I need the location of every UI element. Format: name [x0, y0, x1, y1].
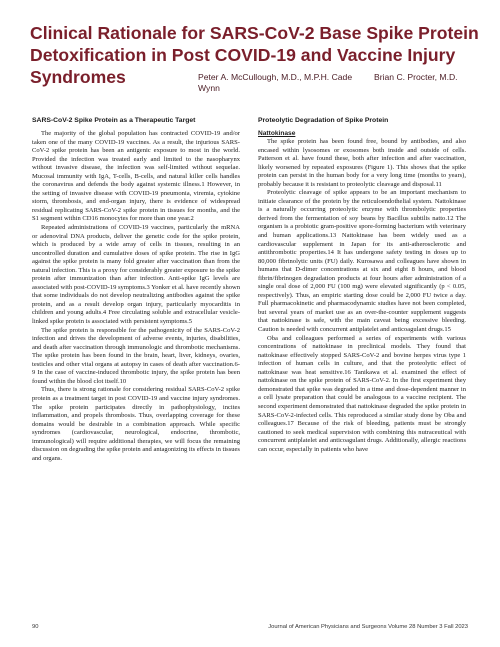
paragraph: Repeated administrations of COVID-19 vaccines, particularly the mRNA or adenoviral DNA products, deliver the genetic code for the spike protein, which is produced by a wide array of cells in tissues, resulting in an uncontrolled duration and cumulative doses of spike protein. The rise in IgG against the spike protein is many fold greater after vaccination than from the natural infection. This is a proxy for considerably greater exposure to the spike protein after immunization than after infection. Anti-spike IgG levels are associated with post-COVID-19 symptoms.3 Yonker et al. have recently shown that some individuals do not develop neutralizing antibodies against the spike protein, and as a result develop organ injury, particularly myocarditis in children and young adults.4 Free circulating soluble and extracellular vesicle-linked spike protein is associated with persistent symptoms.5 [32, 224, 240, 326]
paragraph: Oba and colleagues performed a series of experiments with various concentrations of nattokinase in preclinical models. They found that nattokinase effectively stopped SARS-CoV-2 and bovine herpes virus type 1 infection of human cells in culture, and that the proteolytic effect of nattokinase was heat sensitive.16 Tanikawa et al. examined the effect of nattokinase on the spike protein of SARS-CoV-2. In the first experiment they demonstrated that spike was degraded in a time and dose-dependent manner in a cell lysate preparation that could be analogous to a vaccine recipient. The second experiment demonstrated that nattokinase degraded the spike protein in SARS-CoV-2-infected cells. This reproduced a similar study done by Oba and colleagues.17 Because of the risk of bleeding, patients must be strongly cautioned to seek medical supervision with combining this nutraceutical with concurrent antiplatelet and anticoagulant drugs. Additionally, allergic reactions can occur, especially in patients who have [258, 334, 466, 453]
right-column [258, 117, 466, 612]
page-number: 90 [32, 624, 39, 630]
paragraph: The spike protein has been found free, bound by antibodies, and also encased within lysosomes or exosomes both inside and outside of cells. Patterson et al. have found these, both after infection and after vaccination, likely worsened by repeated exposures (Figure 1). This shows that the spike protein can persist in the human body for a very long time (months to years), probably because it is resistant to proteolytic cleavage and disposal.11 [258, 138, 466, 188]
journal-citation: Journal of American Physicians and Surgeons Volume 28 Number 3 Fall 2023 [268, 624, 468, 630]
section-heading-proteolytic: Proteolytic Degradation of Spike Protein [258, 117, 389, 124]
author-name-procter: Brian C. Procter, M.D. [374, 72, 458, 82]
subheading-nattokinase: Nattokinase [258, 130, 296, 137]
paragraph: Thus, there is strong rationale for considering residual SARS-CoV-2 spike protein as a treatment target in post COVID-19 and vaccine injury syndromes. The spike protein participates directly in pathophysiology, incites inflammation, and propels thrombosis. Thus, overlapping coverage for these domains would be desirable in a combination approach. While specific syndromes (cardiovascular, neurological, endocrine, thrombotic, immunological) will require additional therapies, we will focus the remaining discussion on degrading the spike protein and antagonizing its effects in tissues and organs. [32, 386, 240, 462]
paragraph: The majority of the global population has contracted COVID-19 and/or taken one of the many COVID-19 vaccines. As a result, the injurious SARS-CoV-2 spike protein has been an antigenic exposure to most in the world. Provided the infection was treated early and limited to the nasopharynx without invasive disease, the infection was self-limited without sequelae. Mucosal immunity with IgA, T-cells, B-cells, and natural killer cells handles the coronavirus and defends the body against systemic illness.1 However, in the setting of invasive disease with COVID-19 pneumonia, viremia, cytokine storm, thrombosis, and end-organ injury, there is evidence of widespread residual replicating SARS-CoV-2 spike protein in tissues for months, and the S1 segment within CD16 monocytes for more than one year.2 [32, 130, 240, 223]
paragraph: The spike protein is responsible for the pathogenicity of the SARS-CoV-2 infection and drives the development of adverse events, injuries, disabilities, and death after vaccination through immunologic and thrombotic mechanisms. The spike protein has been found in the brain, heart, liver, kidneys, ovaries, testicles and other vital organs at autopsy in cases of death after vaccination.6-9 In the case of vaccine-induced thrombotic injury, the spike protein has been found within the blood clot itself.10 [32, 326, 240, 385]
author-names: Peter A. McCullough, M.D., M.P.H. Cade Wynn [198, 72, 353, 93]
page-footer [32, 624, 468, 634]
article-title: Clinical Rationale for SARS-CoV-2 Base Spike Protein Detoxification in Post COVID-19 and Vaccine Injury Syndromes [30, 23, 479, 87]
paragraph: Proteolytic cleavage of spike appears to be an important mechanism to initiate clearance of the protein by the reticuloendothelial system. Nattokinase is a naturally occurring proteolytic enzyme with thrombolytic properties derived from the fermentation of soy beans by Bacillus subtilis natto.12 The organism is a probiotic gram-positive spore-forming bacterium with veterinary and human applications.13 Nattokinase has been widely used as a cardiovascular supplement in Japan for its anti-atherosclerotic and antithrombotic properties.14 It has undergone safety testing in doses up to 80,000 fibrinolytic units (FU) daily. Kurosawa and colleagues have shown in humans that D-dimer concentrations at six and eight 8 hours, and blood fibrin/fibrinogen degradation products at four hours after administration of a single oral dose of 2,000 FU (100 mg) were elevated significantly (p < 0.05, respectively). Thus, an empiric starting dose could be 2,000 FU twice a day. Full pharmacokinetic and pharmacodynamic studies have not been completed, but several years of market use as an over-the-counter supplement suggests that nattokinase is safe, with the main caveat being excessive bleeding. Caution is needed with concurrent antiplatelet and anticoagulant drugs.15 [258, 189, 466, 334]
left-column [32, 117, 240, 612]
section-heading-spike-target: SARS-CoV-2 Spike Protein as a Therapeutic Target [32, 117, 196, 124]
